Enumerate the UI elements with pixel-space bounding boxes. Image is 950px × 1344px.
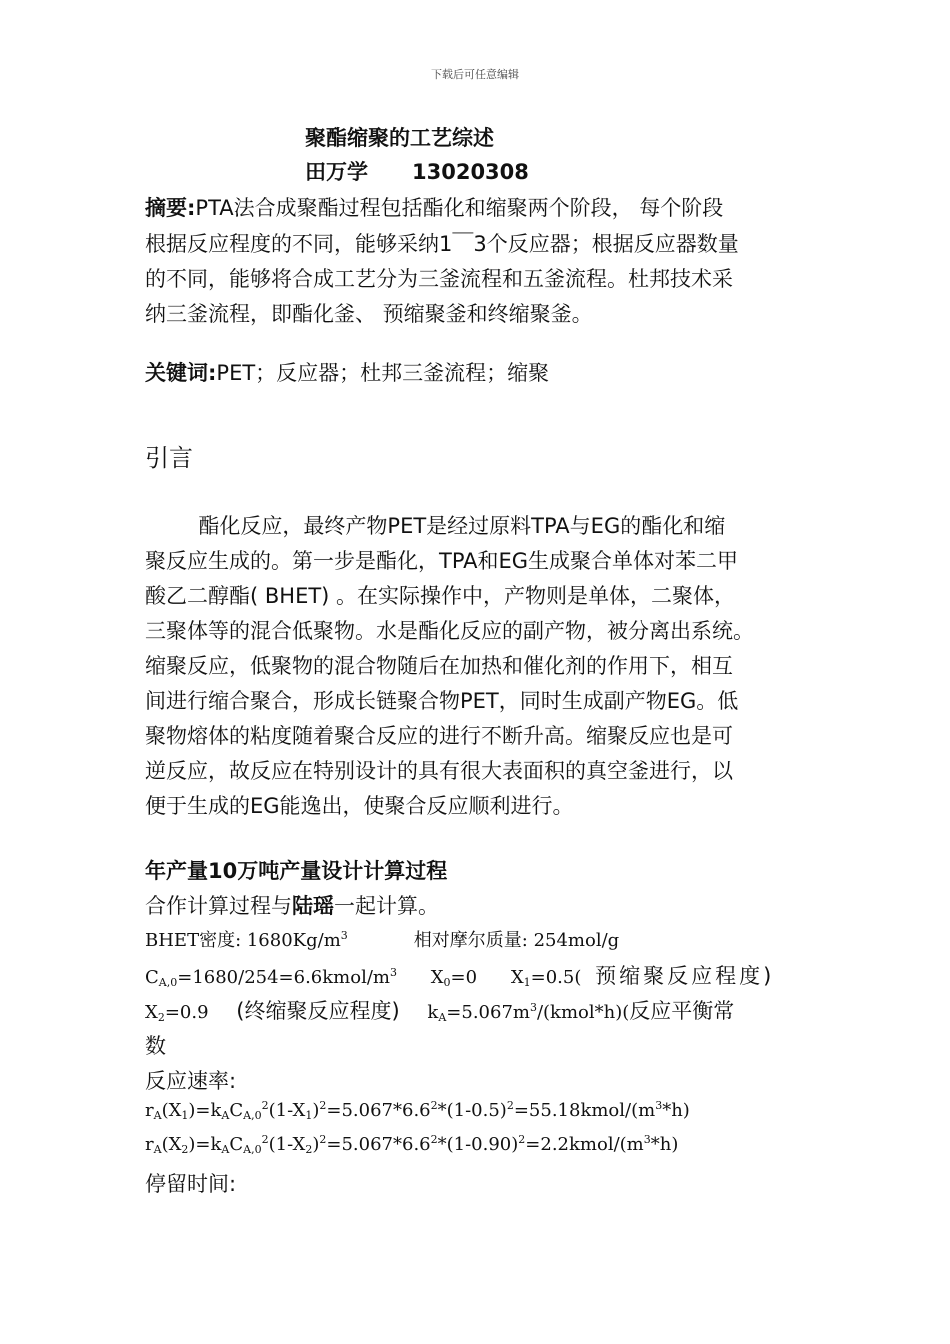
abstract-text-1: PTA法合成聚酯过程包括酯化和缩聚两个阶段， 每个阶段 <box>195 196 724 220</box>
ca0-sub: A,0 <box>158 976 178 989</box>
keywords-line <box>145 357 549 387</box>
intro-line-9: 便于生成的EG能逸出，使聚合反应顺利进行。 <box>145 794 574 818</box>
x1-note: 预缩聚反应程度) <box>595 964 775 988</box>
coop-prefix: 合作计算过程与 <box>145 894 292 918</box>
intro-line-5: 缩聚反应，低聚物的混合物随后在加热和催化剂的作用下，相互 <box>145 654 733 678</box>
ka-note: 反应平衡常 <box>629 999 735 1023</box>
abstract-line-1 <box>145 192 723 222</box>
ca0-value: =1680/254=6.6kmol/m <box>177 967 390 988</box>
coop-name: 陆瑶 <box>292 894 334 918</box>
r1-term: *(1-0.5) <box>437 1100 507 1121</box>
r2-term: *(1-0.90) <box>437 1134 519 1155</box>
abstract-line-2: 根据反应程度的不同，能够采纳1￣3个反应器；根据反应器数量 <box>145 232 739 256</box>
intro-line-2: 聚反应生成的。第一步是酯化，TPA和EG生成聚合单体对苯二甲 <box>145 549 739 573</box>
intro-line-4: 三聚体等的混合低聚物。水是酯化反应的副产物，被分离出系统。 <box>145 619 754 643</box>
x2-note: (终缩聚反应程度) <box>236 999 400 1023</box>
intro-line-7: 聚物熔体的粘度随着聚合反应的进行不断升高。缩聚反应也是可 <box>145 724 733 748</box>
molar-mass-text: 相对摩尔质量: 254mol/g <box>413 930 620 951</box>
intro-line-8: 逆反应，故反应在特别设计的具有很大表面积的真空釜进行，以 <box>145 759 733 783</box>
intro-line-6: 间进行缩合聚合，形成长链聚合物PET，同时生成副产物EG。低 <box>145 689 739 713</box>
density-text: BHET密度: 1680Kg/m <box>145 930 341 951</box>
intro-line-3: 酸乙二醇酯( BHET) 。在实际操作中，产物则是单体，二聚体， <box>145 584 736 608</box>
ca0-exp: 3 <box>389 966 397 979</box>
intro-heading: 引言 <box>145 444 193 472</box>
author-line <box>305 156 529 186</box>
abstract-label: 摘要: <box>145 196 196 220</box>
ca0-line: $C_{A,0}=1680/254=6.6kmol/m^3$ $X_0=0$ $X_1=0.5$( 预缩聚反应程度) <box>145 964 775 989</box>
rate-eq-1: $r_A(X_1)=k_AC_{A,0}^2(1-X_1)^2=5.067*6.6^2*(1-0.5)^2=55.18kmol/(m^3*h)$ <box>145 1099 690 1122</box>
author-name: 田万学 <box>305 160 368 184</box>
r2-result: =2.2kmol/(m <box>525 1134 644 1155</box>
ka-note-cont: 数 <box>145 1034 166 1058</box>
student-id: 13020308 <box>412 160 529 184</box>
x2-line: $X_2=0.9$ (终缩聚反应程度) $k_A=5.067m^3/(kmol*h)$(反应平衡常 <box>145 999 735 1024</box>
rate-eq-2: $r_A(X_2)=k_AC_{A,0}^2(1-X_2)^2=5.067*6.6^2*(1-0.90)^2=2.2kmol/(m^3*h)$ <box>145 1133 679 1156</box>
keywords-label: 关键词: <box>145 361 217 385</box>
r1-value: =5.067*6.6 <box>326 1100 431 1121</box>
residence-label: 停留时间: <box>145 1172 237 1196</box>
density-line <box>145 926 619 952</box>
density-exp: 3 <box>340 929 348 942</box>
coop-suffix: 一起计算。 <box>334 894 439 918</box>
r2-value: =5.067*6.6 <box>326 1134 431 1155</box>
ka-unit: /(kmol*h)( <box>536 1002 630 1023</box>
rate-label: 反应速率: <box>145 1069 237 1093</box>
page-header: 下载后可任意编辑 <box>431 68 519 81</box>
document-title: 聚酯缩聚的工艺综述 <box>305 126 494 150</box>
r1-result: =55.18kmol/(m <box>513 1100 656 1121</box>
keywords-text: PET；反应器；杜邦三釜流程；缩聚 <box>216 361 550 385</box>
abstract-line-3: 的不同，能够将合成工艺分为三釜流程和五釜流程。杜邦技术采 <box>145 267 733 291</box>
coop-line <box>145 890 439 920</box>
ca0-symbol: C <box>145 967 159 988</box>
intro-line-1: 酯化反应，最终产物PET是经过原料TPA与EG的酯化和缩 <box>145 514 726 538</box>
x1-value: =0.5( <box>530 967 582 988</box>
x2-value: =0.9 <box>164 1002 209 1023</box>
abstract-line-4: 纳三釜流程，即酯化釜、 预缩聚釜和终缩聚釜。 <box>145 302 593 326</box>
calc-heading: 年产量10万吨产量设计计算过程 <box>145 859 448 883</box>
ka-value: =5.067m <box>446 1002 530 1023</box>
x0-value: =0 <box>450 967 478 988</box>
